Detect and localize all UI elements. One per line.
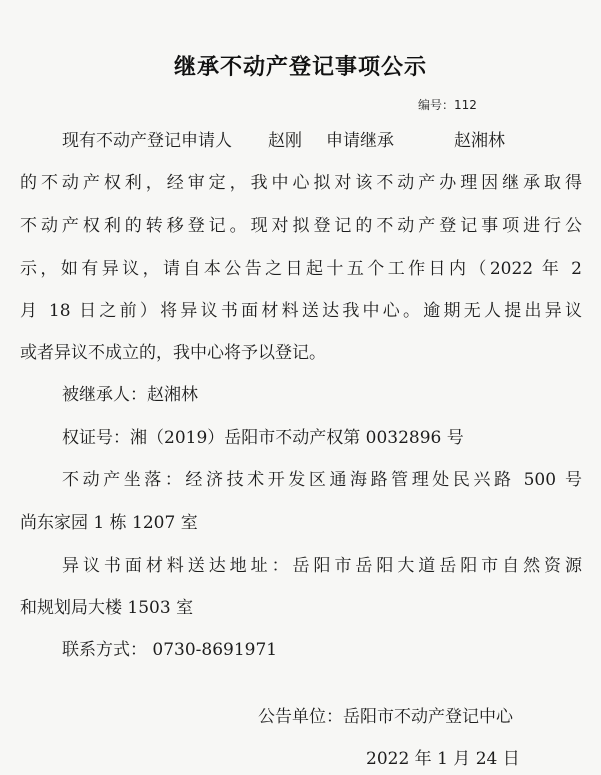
- body-line-2: 不动产权利的转移登记。现对拟登记的不动产登记事项进行公: [20, 216, 582, 236]
- contact-line: 联系方式： 0730-8691971: [62, 640, 278, 660]
- decedent-line: 被继承人：赵湘林: [62, 385, 198, 405]
- intro-text-1: 现有不动产登记申请人: [62, 131, 232, 151]
- location-line-1: 不动产坐落：经济技术开发区通海路管理处民兴路 500 号: [62, 470, 582, 490]
- location-line-2: 尚东家园 1 栋 1207 室: [20, 513, 198, 533]
- date-line: 2022 年 1 月 24 日: [366, 749, 520, 769]
- body-line-4: 月 18 日之前）将异议书面材料送达我中心。逾期无人提出异议: [20, 301, 582, 321]
- intro-line: [62, 130, 505, 152]
- page-title: 继承不动产登记事项公示: [173, 55, 427, 80]
- objection-address-line-1: 异议书面材料送达地址：岳阳市岳阳大道岳阳市自然资源: [62, 556, 582, 576]
- intro-text-2: 申请继承: [326, 131, 394, 151]
- decedent-name: 赵湘林: [454, 131, 505, 151]
- document-number: 编号：112: [418, 98, 477, 112]
- objection-address-line-2: 和规划局大楼 1503 室: [20, 598, 194, 618]
- issuer-line: 公告单位：岳阳市不动产登记中心: [258, 707, 513, 727]
- body-line-1: 的不动产权利，经审定，我中心拟对该不动产办理因继承取得: [20, 173, 582, 193]
- certificate-line: 权证号：湘（2019）岳阳市不动产权第 0032896 号: [62, 428, 464, 448]
- body-line-5: 或者异议不成立的，我中心将予以登记。: [20, 343, 326, 363]
- applicant-name: 赵刚: [268, 131, 302, 151]
- body-line-3: 示，如有异议，请自本公告之日起十五个工作日内（2022 年 2: [20, 259, 582, 279]
